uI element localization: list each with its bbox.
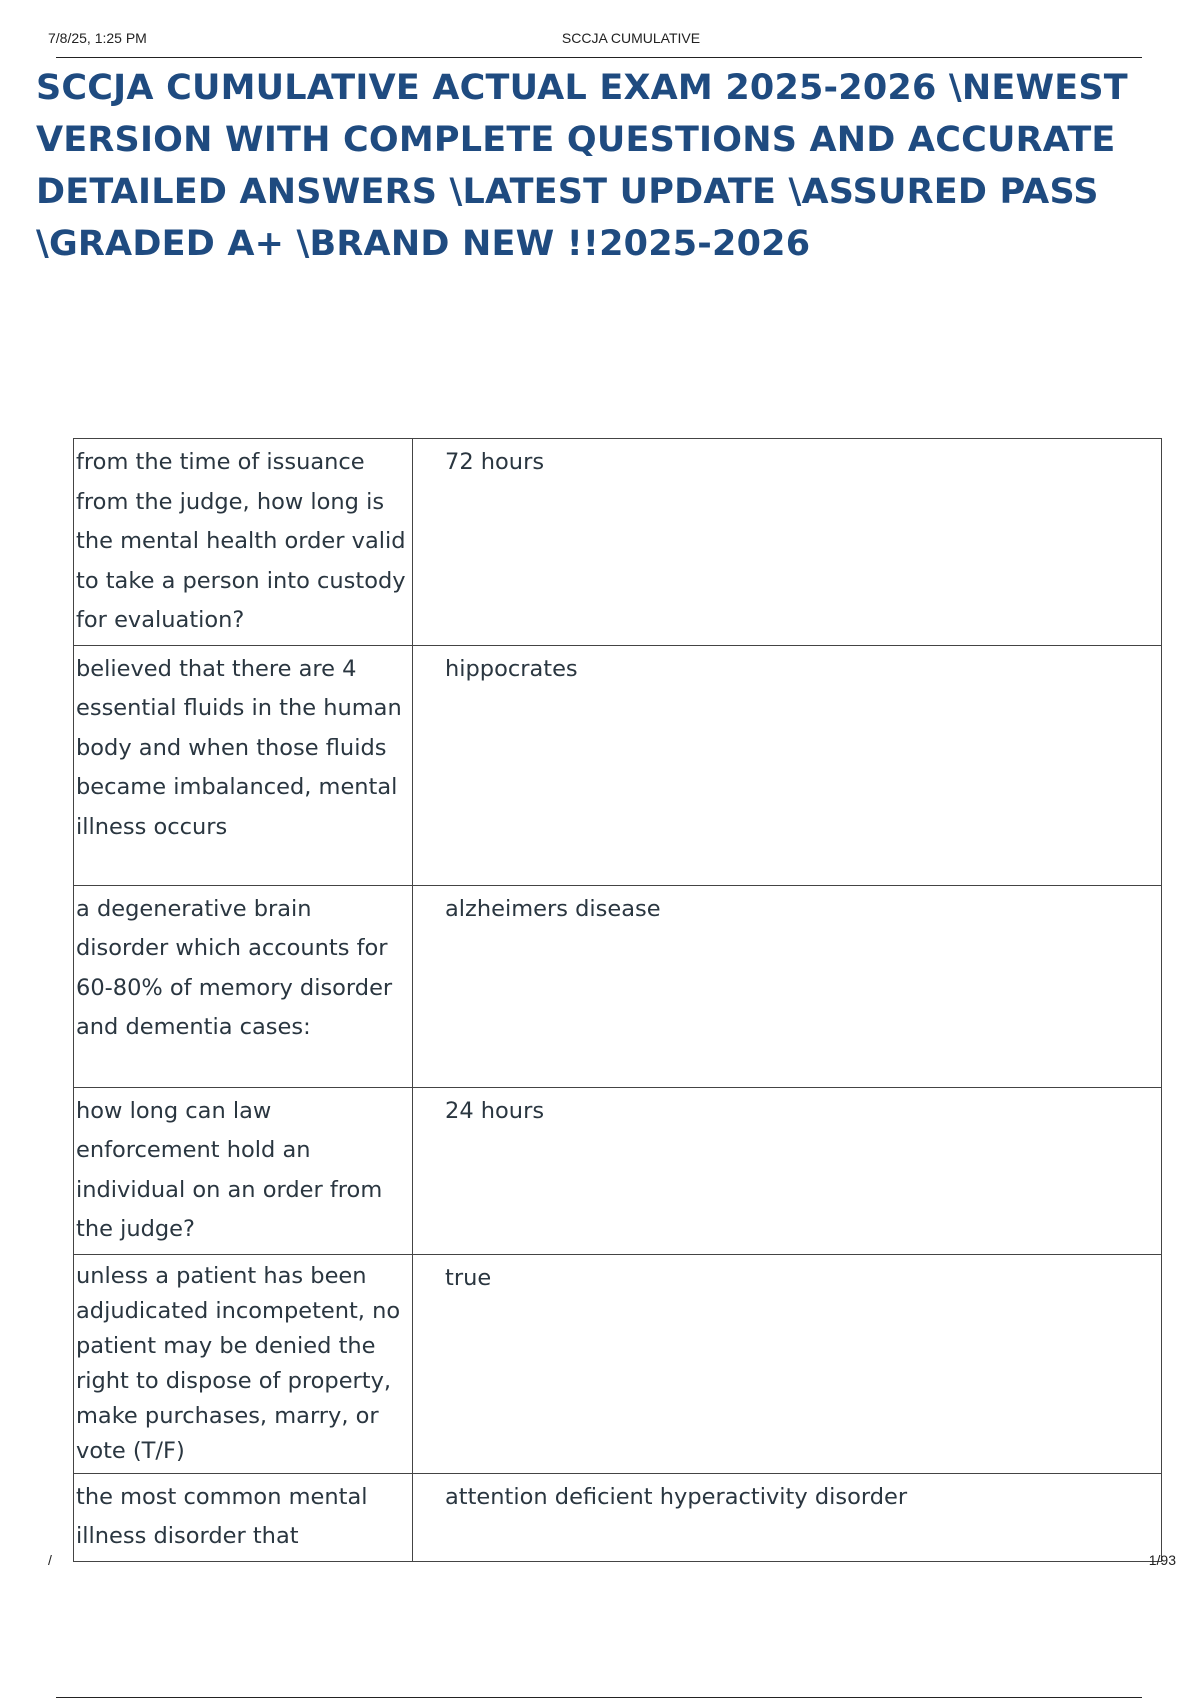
page-number: 1/93 <box>1148 1552 1176 1568</box>
question-cell: believed that there are 4 essential fluids in the human body and when those fluids became imbalanced, mental illness occurs <box>74 645 413 885</box>
answer-cell: 24 hours <box>413 1087 1162 1254</box>
answer-cell: 72 hours <box>413 439 1162 646</box>
footer-left-mark: / <box>48 1552 52 1568</box>
print-header-title: SCCJA CUMULATIVE <box>561 30 701 46</box>
question-cell: the most common mental illness disorder that <box>74 1473 413 1561</box>
table-row <box>74 645 1162 885</box>
question-cell: from the time of issuance from the judge, how long is the mental health order valid to take a person into custody for evaluation? <box>74 439 413 646</box>
page-bottom-divider <box>56 1697 1142 1698</box>
document-title: SCCJA CUMULATIVE ACTUAL EXAM 2025-2026 \NEWEST VERSION WITH COMPLETE QUESTIONS AND ACCURATE DETAILED ANSWERS \LATEST UPDATE \ASSURED PASS \GRADED A+ \BRAND NEW !!2025-2026 <box>36 68 1128 264</box>
answer-cell: alzheimers disease <box>413 885 1162 1087</box>
qa-table <box>73 438 1162 1562</box>
print-datetime: 7/8/25, 1:25 PM <box>48 30 147 46</box>
header-divider <box>56 57 1142 58</box>
answer-cell: attention deficient hyperactivity disorder <box>413 1473 1162 1561</box>
table-row <box>74 439 1162 646</box>
table-row <box>74 1087 1162 1254</box>
answer-cell: hippocrates <box>413 645 1162 885</box>
question-cell: unless a patient has been adjudicated incompetent, no patient may be denied the right to dispose of property, make purchases, marry, or vote (T/F) <box>74 1254 413 1473</box>
question-cell: a degenerative brain disorder which accounts for 60-80% of memory disorder and dementia cases: <box>74 885 413 1087</box>
table-row <box>74 1473 1162 1561</box>
question-cell: how long can law enforcement hold an individual on an order from the judge? <box>74 1087 413 1254</box>
answer-cell: true <box>413 1254 1162 1473</box>
table-row <box>74 885 1162 1087</box>
table-row <box>74 1254 1162 1473</box>
